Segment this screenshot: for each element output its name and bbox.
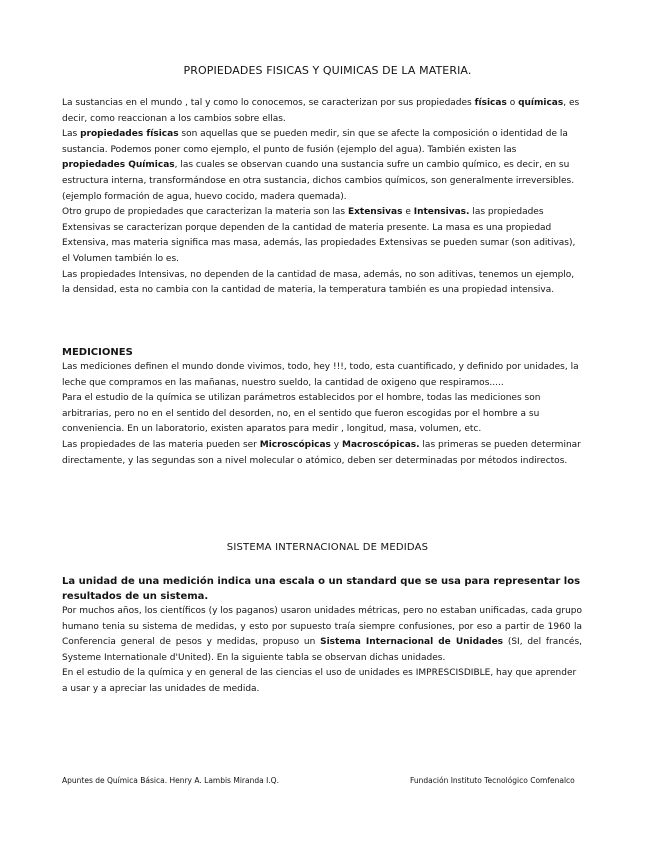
- text-run: e: [402, 207, 414, 218]
- mediciones-section: [62, 346, 582, 469]
- text-run: Otro grupo de propiedades que caracterizan la materia son las: [62, 207, 348, 218]
- bold-term: Macroscópicas.: [341, 439, 420, 450]
- mediciones-paragraph-3: [62, 438, 582, 469]
- si-lead: La unidad de una medición indica una escala o un standard que se usa para representar los resultados de un sistema.: [62, 576, 581, 602]
- bold-term: Microscópicas: [259, 439, 331, 450]
- text-run: Las: [62, 129, 81, 140]
- si-paragraph-1: [62, 604, 582, 666]
- intro-section: [62, 96, 582, 299]
- bold-term: químicas: [518, 98, 564, 108]
- text-run: las propiedades Extensivas se caracterizan porque dependen de la cantidad de materia presente. La masa es una propiedad Extensiva, mas materia significa mas masa, además, las propiedades Extensivas se pueden sumar (son aditivas), el Volumen también lo es.: [62, 207, 576, 264]
- bold-term: Sistema Internacional de Unidades: [320, 637, 504, 648]
- intro-paragraph-1: [62, 96, 582, 127]
- mediciones-paragraph-1: Las mediciones definen el mundo donde vivimos, todo, hey !!!, todo, esta cuantificado, y definido por unidades, la leche que compramos en las mañanas, nuestro sueldo, la cantidad de oxigeno que respiramos.....: [62, 362, 579, 388]
- text-run: , es decir, como reaccionan a los cambios sobre ellas.: [62, 98, 580, 124]
- intro-paragraph-4: Las propiedades Intensivas, no dependen de la cantidad de masa, además, no son aditivas, tenemos un ejemplo, la densidad, esta no cambia con la cantidad de materia, la temperatura también es una propiedad intensiva.: [62, 269, 575, 296]
- mediciones-paragraph-2: Para el estudio de la química se utilizan parámetros establecidos por el hombre, todas las mediciones son arbitrarias, pero no en el sentido del desorden, no, en el sentido que fueron escogidas por el hombre a su conveniencia. En un laboratorio, existen aparatos para medir , longitud, masa, volumen, etc.: [62, 393, 541, 435]
- intro-paragraph-2: [62, 127, 582, 205]
- si-heading: SISTEMA INTERNACIONAL DE MEDIDAS: [226, 542, 429, 553]
- bold-term: propiedades físicas: [80, 129, 179, 140]
- mediciones-heading: MEDICIONES: [62, 347, 133, 358]
- text-run: La sustancias en el mundo , tal y como lo conocemos, se caracterizan por sus propiedades: [62, 98, 475, 108]
- text-run: las primeras se pueden determinar directamente, y las segundas son a nivel molecular o atómico, deben ser determinadas por métodos indirectos.: [62, 439, 581, 466]
- text-run: , las cuales se observan cuando una sustancia sufre un cambio químico, es decir, en su estructura interna, transformándose en otra sustancia, dichos cambios químicos, son generalmente irreversibles. (ejemplo formación de agua, huevo cocido, madera quemada).: [62, 160, 575, 202]
- intro-paragraph-3: [62, 205, 582, 267]
- text-run: o: [506, 98, 519, 108]
- document-title: PROPIEDADES FISICAS Y QUIMICAS DE LA MATERIA.: [183, 64, 472, 77]
- bold-term: propiedades Químicas: [62, 160, 175, 171]
- footer-author: Apuntes de Química Básica. Henry A. Lambis Miranda I.Q.: [62, 776, 279, 785]
- footer-institution: Fundación Instituto Tecnológico Comfenalco: [410, 776, 575, 785]
- text-run: son aquellas que se pueden medir, sin que se afecte la composición o identidad de la sustancia. Podemos poner como ejemplo, el punto de fusión (ejemplo del agua). También existen las: [62, 129, 568, 155]
- text-run: Por muchos años, los científicos (y los paganos) usaron unidades métricas, pero no estaban unificadas, cada grupo humano tenia su sistema de medidas, y esto por supuesto traía siempre confusiones, por eso a partir de 1960 la Conferencia general de pesos y medidas, propuso un: [62, 606, 582, 648]
- bold-term: Intensivas.: [413, 207, 470, 218]
- text-run: Las propiedades de las materia pueden ser: [62, 439, 260, 450]
- text-run: y: [330, 439, 342, 450]
- si-paragraph-2: En el estudio de la química y en general de las ciencias el uso de unidades es IMPRESCISDIBLE, hay que aprender a usar y a apreciar las unidades de medida.: [62, 668, 577, 694]
- text-run: (SI, del francés, Systeme Internationale d'United). En la siguiente tabla se observan dichas unidades.: [62, 637, 582, 663]
- bold-term: físicas: [474, 98, 507, 108]
- bold-term: Extensivas: [347, 207, 403, 218]
- si-section: [62, 574, 582, 698]
